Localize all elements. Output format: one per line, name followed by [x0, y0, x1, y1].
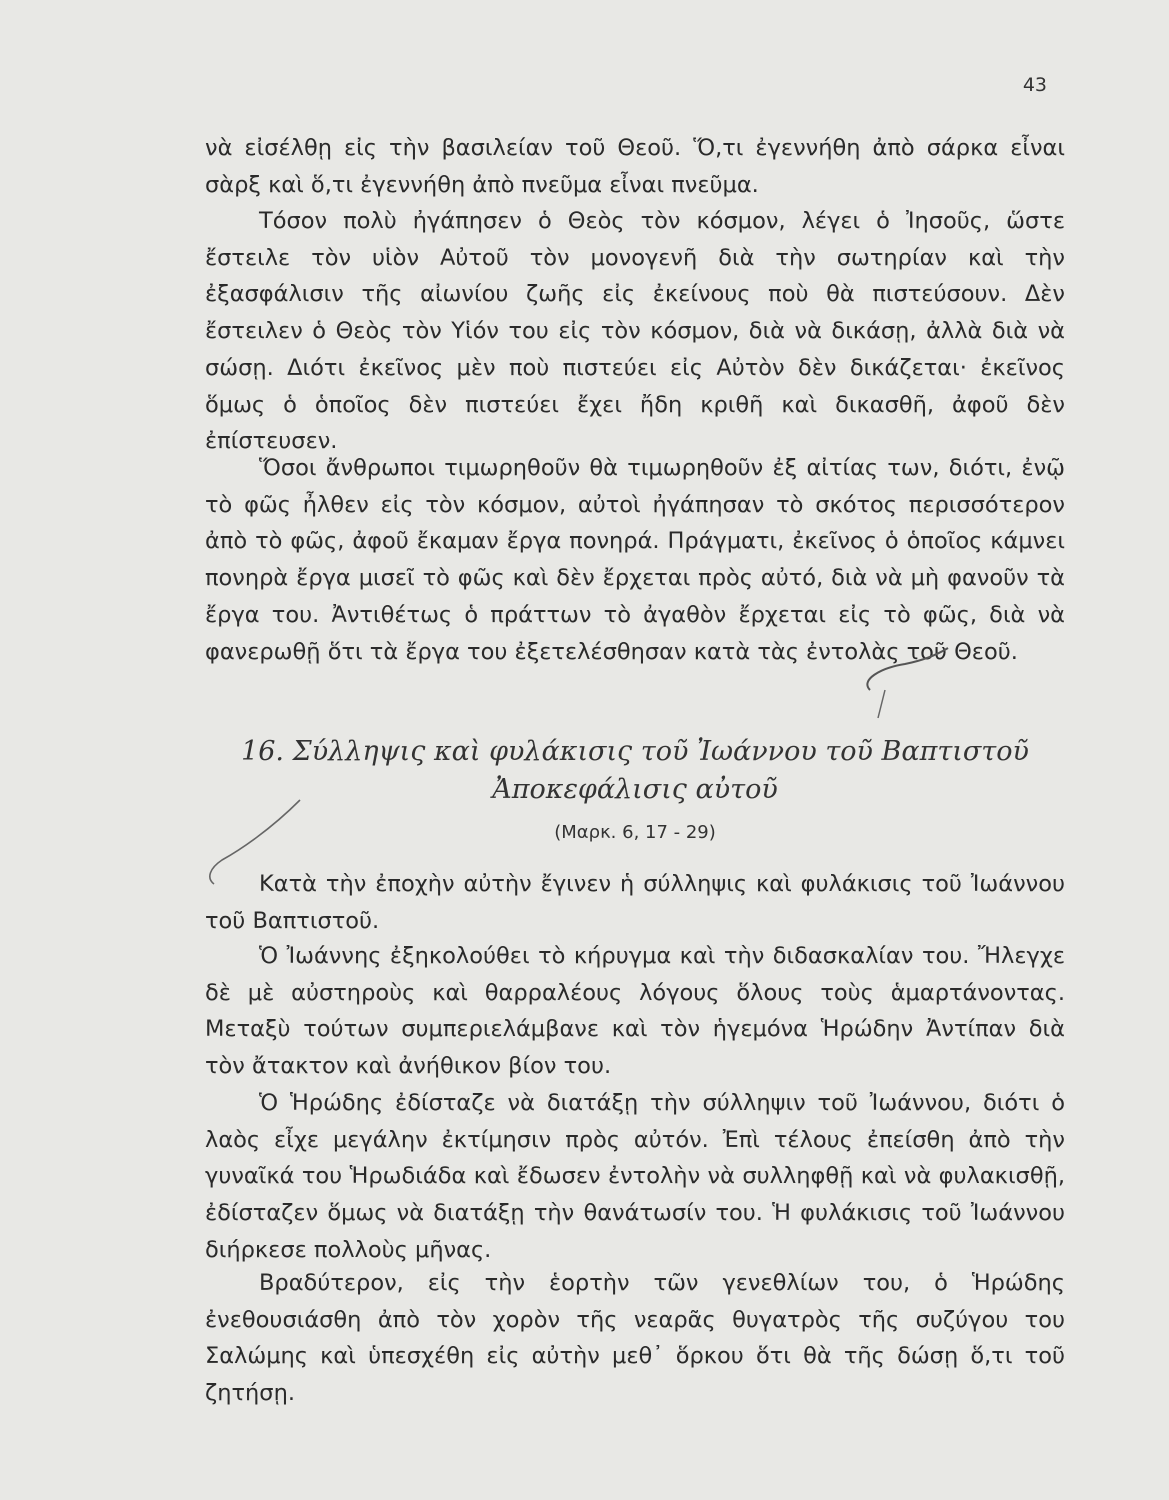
checkmark-stroke — [867, 648, 948, 690]
chapter-subtitle: Ἀποκεφάλισις αὐτοῦ — [492, 774, 778, 805]
paragraph-3: Ὅσοι ἄνθρωποι τιμωρηθοῦν θὰ τιμωρηθοῦν ἐξ αἰτίας των, διότι, ἐνῷ τὸ φῶς ἦλθεν εἰς τὸν κόσμον, αὐτοὶ ἠγάπησαν τὸ σκότος περισσότερον ἀπὸ τὸ φῶς, ἀφοῦ ἔκαμαν ἔργα πονηρά. Πράγματι, ἐκεῖνος ὁ ὁποῖος κάμνει πονηρὰ ἔργα μισεῖ τὸ φῶς καὶ δὲν ἔρχεται πρὸς αὐτό, διὰ νὰ μὴ φανοῦν τὰ ἔργα του. Ἀντιθέτως ὁ πράττων τὸ ἀγαθὸν ἔρχεται εἰς τὸ φῶς, διὰ νὰ φανερωθῇ ὅτι τὰ ἔργα του ἐξετελέσθησαν κατὰ τὰς ἐντολὰς τοῦ Θεοῦ. — [205, 455, 1065, 665]
paragraph-5: Ὁ Ἰωάννης ἐξηκολούθει τὸ κήρυγμα καὶ τὴν διδασκαλίαν του. Ἤλεγχε δὲ μὲ αὐστηροὺς καὶ θαρραλέους λόγους ὅλους τοὺς ἁμαρτάνοντας. Μεταξὺ τούτων συμπεριελάμβανε καὶ τὸν ἡγεμόνα Ἡρώδην Ἀντίπαν διὰ τὸν ἄτακτον καὶ ἀνήθικον βίον του. — [205, 943, 1065, 1080]
paragraph-7: Βραδύτερον, εἰς τὴν ἑορτὴν τῶν γενεθλίων του, ὁ Ἡρώδης ἐνεθουσιάσθη ἀπὸ τὸν χορὸν τῆς νεαρᾶς θυγατρὸς τῆς συζύγου του Σαλώμης καὶ ὑπεσχέθη εἰς αὐτὴν μεθ᾽ ὅρκου ὅτι θὰ τῆς δώσῃ ὅ,τι τοῦ ζητήσῃ. — [205, 1270, 1065, 1407]
margin-pen-mark — [210, 800, 300, 884]
tick-stroke — [878, 690, 885, 718]
chapter-title: 16. Σύλληψις καὶ φυλάκισις τοῦ Ἰωάννου τοῦ Βαπτιστοῦ — [241, 736, 1029, 767]
paragraph-1: νὰ εἰσέλθῃ εἰς τὴν βασιλείαν τοῦ Θεοῦ. Ὅ,τι ἐγεννήθη ἀπὸ σάρκα εἶναι σὰρξ καὶ ὅ,τι ἐγεννήθη ἀπὸ πνεῦμα εἶναι πνεῦμα. — [205, 135, 1065, 198]
scripture-reference: (Μαρκ. 6, 17 - 29) — [554, 822, 716, 843]
paragraph-6: Ὁ Ἡρώδης ἐδίσταζε νὰ διατάξῃ τὴν σύλληψιν τοῦ Ἰωάννου, διότι ὁ λαὸς εἶχε μεγάλην ἐκτίμησιν πρὸς αὐτόν. Ἐπὶ τέλους ἐπείσθη ἀπὸ τὴν γυναῖκά του Ἡρωδιάδα καὶ ἔδωσεν ἐντολὴν νὰ συλληφθῇ καὶ νὰ φυλακισθῇ, ἐδίσταζεν ὅμως νὰ διατάξῃ τὴν θανάτωσίν του. Ἡ φυλάκισις τοῦ Ἰωάννου διήρκεσε πολλοὺς μῆνας. — [205, 1090, 1065, 1263]
paragraph-2: Τόσον πολὺ ἠγάπησεν ὁ Θεὸς τὸν κόσμον, λέγει ὁ Ἰησοῦς, ὥστε ἔστειλε τὸν υἱὸν Αὐτοῦ τὸν μονογενῆ διὰ τὴν σωτηρίαν καὶ τὴν ἐξασφάλισιν τῆς αἰωνίου ζωῆς εἰς ἐκείνους ποὺ θὰ πιστεύσουν. Δὲν ἔστειλεν ὁ Θεὸς τὸν Υἱόν του εἰς τὸν κόσμον, διὰ νὰ δικάσῃ, ἀλλὰ διὰ νὰ σώσῃ. Διότι ἐκεῖνος μὲν ποὺ πιστεύει εἰς Αὐτὸν δὲν δικάζεται· ἐκεῖνος ὅμως ὁ ὁποῖος δὲν πιστεύει ἔχει ἤδη κριθῆ καὶ δικασθῆ, ἀφοῦ δὲν ἐπίστευσεν. — [205, 208, 1065, 455]
page-number: 43 — [1022, 74, 1047, 96]
paragraph-4: Κατὰ τὴν ἐποχὴν αὐτὴν ἔγινεν ἡ σύλληψις καὶ φυλάκισις τοῦ Ἰωάννου τοῦ Βαπτιστοῦ. — [205, 871, 1065, 934]
